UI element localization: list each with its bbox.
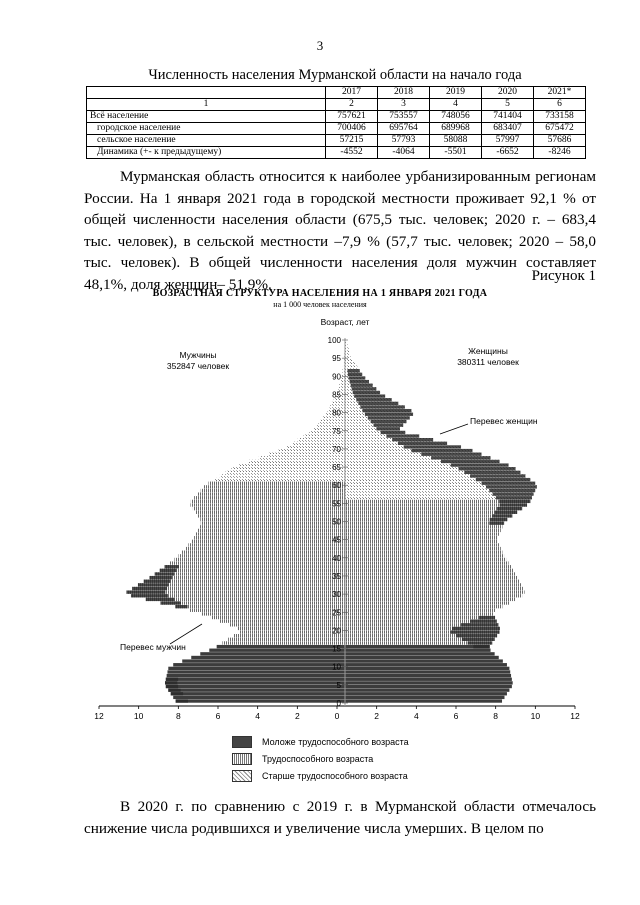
men-age-bar [165, 681, 345, 684]
row-label: сельское население [87, 135, 326, 147]
excess-men-bar [166, 685, 178, 688]
men-age-bar [190, 503, 345, 506]
women-age-bar [345, 514, 512, 517]
women-age-bar [345, 645, 490, 648]
paragraph-text: Мурманская область относится к наиболее урбанизированным регионам России. На 1 января 2021 года в городской местности проживает 92,1 % от общей численности населения области (675,5 тыс. человек; 2020 г. – 683,4 тыс. человек), в сельской местности –7,9 % (57,7 тыс. человек; 2020 – 58,0 тыс. человек). В общей численности населения доля мужчин составляет 48,1%, доля женщин– 51,9%. [84, 168, 596, 293]
x-tick-label: 10 [530, 711, 541, 721]
men-age-bar [201, 522, 345, 525]
legend-item [232, 733, 409, 750]
legend-swatch-young [232, 736, 252, 748]
women-age-bar [345, 590, 525, 593]
men-count: 352847 человек [166, 361, 230, 371]
men-age-bar [222, 641, 345, 644]
men-age-bar [194, 536, 345, 539]
row-label: Всё население [87, 111, 326, 123]
excess-men-bar [144, 580, 171, 583]
x-tick-label: 2 [294, 711, 300, 721]
age-tick-label: 100 [327, 336, 341, 345]
x-tick-label: 2 [374, 711, 380, 721]
men-age-bar [220, 474, 345, 477]
figure-label: Рисунок 1 [531, 268, 596, 284]
x-tick-label: 4 [413, 711, 419, 721]
excess-women-bar [349, 376, 366, 379]
excess-women-bar [499, 500, 530, 503]
excess-women-bar [490, 518, 508, 521]
women-age-bar [345, 605, 502, 608]
year-header: 2021* [534, 87, 586, 99]
men-age-bar [168, 667, 345, 670]
excess-women-bar [450, 630, 499, 633]
legend-label: Трудоспособного возраста [262, 753, 374, 764]
table-cell: -5501 [430, 147, 482, 159]
excess-women-bar [452, 627, 500, 630]
table-cell: 748056 [430, 111, 482, 123]
men-age-bar [170, 561, 345, 564]
men-age-bar [166, 678, 345, 681]
annotation-men-pointer [170, 624, 202, 644]
excess-women-bar [461, 623, 498, 626]
women-count: 380311 человек [457, 357, 519, 367]
excess-men-bar [175, 605, 187, 608]
men-age-bar [176, 699, 345, 702]
excess-women-bar [352, 387, 377, 390]
women-age-bar [345, 667, 509, 670]
men-label: Мужчины [179, 350, 217, 360]
excess-men-bar [155, 572, 174, 575]
excess-women-bar [358, 402, 398, 405]
table-cell: 689968 [430, 123, 482, 135]
women-age-bar [345, 365, 357, 368]
table-cell: -4064 [378, 147, 430, 159]
women-age-bar [345, 696, 504, 699]
excess-women-bar [500, 503, 527, 506]
men-age-bar [209, 649, 345, 652]
x-tick-label: 12 [570, 711, 580, 721]
women-age-bar [345, 358, 352, 361]
women-age-bar [345, 580, 520, 583]
excess-women-bar [470, 474, 525, 477]
men-age-bar [149, 576, 345, 579]
men-age-bar [173, 663, 345, 666]
women-label: Женщины [468, 346, 508, 356]
x-ticks [94, 706, 580, 721]
table-cell: 57215 [326, 135, 378, 147]
x-tick-label: 10 [133, 711, 144, 721]
women-age-bar [345, 522, 504, 525]
women-age-bar [345, 587, 523, 590]
table-cell: 3 [378, 99, 430, 111]
table-cell: 57793 [378, 135, 430, 147]
men-age-bar [249, 460, 345, 463]
women-age-bar [345, 547, 501, 550]
women-age-bar [345, 688, 509, 691]
women-age-bar [345, 670, 510, 673]
women-age-bar [345, 355, 351, 358]
men-age-bar [229, 623, 345, 626]
age-tick-label: 5 [336, 680, 341, 690]
men-age-bar [332, 402, 345, 405]
page-number: 3 [316, 38, 324, 53]
women-age-bar [345, 649, 491, 652]
men-age-bar [239, 463, 345, 466]
women-age-bar [345, 674, 511, 677]
women-age-bar [345, 347, 349, 350]
men-age-bar [197, 492, 345, 495]
excess-women-bar [354, 394, 385, 397]
women-age-bar [345, 685, 512, 688]
x-tick-label: 12 [94, 711, 104, 721]
age-tick-label: 50 [332, 517, 341, 527]
women-age-bar [345, 362, 355, 365]
excess-women-bar [489, 489, 535, 492]
excess-women-bar [368, 416, 410, 419]
men-age-bar [200, 518, 345, 521]
age-tick-label: 15 [332, 644, 341, 654]
age-tick-label: 0 [336, 699, 341, 708]
excess-women-bar [404, 445, 461, 448]
women-age-bar [345, 612, 493, 615]
men-age-bar [340, 380, 345, 383]
excess-women-bar [381, 431, 406, 434]
women-age-bar [345, 351, 350, 354]
table-title: Численность населения Мурманской области на начало года [148, 67, 522, 83]
age-tick-label: 95 [332, 354, 341, 364]
women-age-bar [345, 663, 507, 666]
table-cell: -4552 [326, 147, 378, 159]
year-header: 2017 [326, 87, 378, 99]
age-tick-label: 10 [332, 662, 341, 672]
excess-men-bar [171, 692, 183, 695]
men-age-bar [171, 692, 345, 695]
excess-women-bar [482, 482, 536, 485]
excess-women-bar [348, 373, 362, 376]
men-age-bar [208, 482, 345, 485]
annotation-men: Перевес мужчин [120, 642, 186, 652]
men-age-bar [167, 670, 345, 673]
men-age-bar [182, 659, 345, 662]
men-age-bar [234, 634, 345, 637]
men-age-bar [204, 485, 345, 488]
legend-label: Старше трудоспособного возраста [262, 770, 408, 781]
x-tick-label: 8 [493, 711, 499, 721]
women-age-bar [345, 554, 504, 557]
men-age-bar [160, 569, 345, 572]
women-age-bar [345, 561, 509, 564]
men-age-bar [167, 674, 345, 677]
table-cell: 741404 [482, 111, 534, 123]
men-age-bar [191, 500, 345, 503]
x-tick-label: 6 [453, 711, 459, 721]
men-age-bar [155, 572, 345, 575]
table-cell: 2 [326, 99, 378, 111]
men-age-bar [182, 551, 345, 554]
excess-women-bar [347, 369, 359, 372]
excess-men-bar [132, 587, 167, 590]
figure-subtitle: на 1 000 человек населения [273, 300, 367, 309]
age-tick-label: 40 [332, 553, 341, 563]
women-age-bar [345, 558, 506, 561]
men-age-bar [198, 514, 345, 517]
excess-women-bar [360, 405, 404, 408]
men-age-bar [144, 580, 345, 583]
age-tick-label: 65 [332, 463, 341, 473]
women-age-bar [345, 511, 517, 514]
table-cell: 4 [430, 99, 482, 111]
excess-women-bar [451, 463, 509, 466]
age-tick-label: 85 [332, 390, 341, 400]
women-age-bar [345, 532, 499, 535]
men-age-bar [179, 554, 345, 557]
excess-women-bar [489, 522, 504, 525]
women-age-bar [345, 681, 513, 684]
excess-women-bar [353, 391, 380, 394]
women-age-bar [345, 536, 498, 539]
excess-men-bar [166, 678, 178, 681]
women-age-bar [345, 540, 498, 543]
year-header: 2020 [482, 87, 534, 99]
table-cell: 700406 [326, 123, 378, 135]
age-tick-label: 25 [332, 608, 341, 618]
excess-women-bar [392, 438, 433, 441]
excess-men-bar [161, 601, 182, 604]
women-age-bar [345, 507, 522, 510]
table-cell: 695764 [378, 123, 430, 135]
men-age-bar [231, 467, 345, 470]
men-age-bar [226, 471, 345, 474]
excess-men-bar [126, 590, 165, 593]
men-age-bar [214, 478, 345, 481]
table-cell: 5 [482, 99, 534, 111]
excess-women-bar [441, 460, 500, 463]
excess-women-bar [411, 449, 472, 452]
women-age-bar [345, 529, 501, 532]
excess-women-bar [398, 442, 447, 445]
women-age-bar [345, 576, 518, 579]
excess-women-bar [495, 511, 518, 514]
men-age-bar [259, 456, 345, 459]
women-age-bar [345, 572, 516, 575]
men-age-bar [195, 511, 345, 514]
table-cell: 675472 [534, 123, 586, 135]
x-tick-label: 6 [215, 711, 221, 721]
excess-men-bar [168, 688, 180, 691]
men-age-bar [220, 620, 345, 623]
men-age-bar [146, 598, 345, 601]
table-cell: 57686 [534, 135, 586, 147]
table-cell: 753557 [378, 111, 430, 123]
excess-women-bar [356, 398, 391, 401]
excess-women-bar [496, 496, 532, 499]
row-label: Динамика (+- к предыдущему) [87, 147, 326, 159]
excess-women-bar [497, 507, 522, 510]
paragraph-2 [84, 796, 596, 839]
legend-item [232, 750, 409, 767]
x-tick-label: 8 [175, 711, 181, 721]
table-cell: 1 [87, 99, 326, 111]
women-age-bar [345, 616, 495, 619]
age-tick-label: 70 [332, 444, 341, 454]
age-axis-label: Возраст, лет [320, 317, 370, 327]
women-age-bar [345, 609, 496, 612]
excess-men-bar [146, 598, 175, 601]
age-tick-label: 60 [332, 481, 341, 491]
men-age-bar [194, 496, 345, 499]
excess-men-bar [176, 699, 188, 702]
women-age-bar [345, 594, 522, 597]
legend-item [232, 767, 409, 784]
legend-swatch-work [232, 753, 252, 765]
women-age-bar [345, 678, 512, 681]
men-age-bar [192, 540, 345, 543]
men-age-bar [185, 547, 345, 550]
chart-legend [232, 733, 409, 784]
table-cell: 58088 [430, 135, 482, 147]
men-age-bar [199, 525, 345, 528]
women-age-bar [345, 551, 502, 554]
excess-men-bar [131, 594, 168, 597]
women-age-bar [345, 543, 499, 546]
figure-title: ВОЗРАСТНАЯ СТРУКТУРА НАСЕЛЕНИЯ НА 1 ЯНВАРЯ 2021 ГОДА [152, 288, 488, 299]
excess-men-bar [165, 565, 179, 568]
men-age-bar [298, 438, 345, 441]
legend-label: Моложе трудоспособного возраста [262, 736, 409, 747]
excess-women-bar [459, 467, 516, 470]
excess-women-bar [376, 427, 400, 430]
row-label: городское население [87, 123, 326, 135]
women-age-bar [345, 652, 495, 655]
men-age-bar [161, 601, 346, 604]
age-tick-label: 45 [332, 535, 341, 545]
x-tick-label: 0 [334, 711, 340, 721]
year-header: 2019 [430, 87, 482, 99]
age-tick-label: 35 [332, 571, 341, 581]
excess-women-bar [362, 409, 411, 412]
excess-men-bar [165, 681, 177, 684]
excess-men-bar [160, 569, 177, 572]
men-age-bar [165, 565, 345, 568]
excess-women-bar [462, 638, 495, 641]
men-age-bar [196, 532, 345, 535]
men-age-bar [341, 376, 345, 379]
men-age-bar [197, 529, 345, 532]
men-age-bar [202, 612, 345, 615]
women-age-bar [345, 656, 499, 659]
excess-women-bar [431, 456, 490, 459]
year-header: 2018 [378, 87, 430, 99]
excess-women-bar [473, 645, 489, 648]
age-tick-label: 55 [332, 499, 341, 509]
table-cell: 757621 [326, 111, 378, 123]
age-tick-label: 90 [332, 372, 341, 382]
men-age-bar [211, 616, 345, 619]
age-tick-label: 20 [332, 626, 341, 636]
excess-women-bar [476, 478, 531, 481]
men-age-bar [193, 507, 345, 510]
men-age-bar [168, 688, 345, 691]
excess-women-bar [456, 634, 497, 637]
table-cell: 683407 [482, 123, 534, 135]
annotation-women: Перевес женщин [470, 416, 538, 426]
excess-women-bar [470, 620, 497, 623]
excess-women-bar [464, 471, 520, 474]
x-tick-label: 4 [255, 711, 261, 721]
men-age-bar [339, 384, 345, 387]
age-tick-label: 75 [332, 426, 341, 436]
men-age-bar [201, 489, 345, 492]
women-age-bar [345, 601, 509, 604]
paragraph-text: В 2020 г. по сравнению с 2019 г. в Мурманской области отмечалось снижение числа родившихся и увеличение числа умерших. В целом по [84, 798, 596, 837]
men-age-bar [200, 652, 345, 655]
excess-women-bar [479, 616, 495, 619]
age-tick-label: 30 [332, 590, 341, 600]
excess-women-bar [365, 413, 413, 416]
men-age-bar [175, 605, 345, 608]
table-cell: -6652 [482, 147, 534, 159]
women-age-bar [345, 699, 502, 702]
legend-swatch-old [232, 770, 252, 782]
men-age-bar [228, 638, 345, 641]
excess-women-bar [492, 514, 512, 517]
men-age-bar [238, 627, 345, 630]
men-age-bar [188, 543, 345, 546]
men-age-bar [166, 685, 345, 688]
men-age-bar [217, 645, 345, 648]
excess-women-bar [351, 384, 373, 387]
excess-men-bar [149, 576, 172, 579]
men-age-bar [174, 558, 345, 561]
table-cell: 6 [534, 99, 586, 111]
table-cell: -8246 [534, 147, 586, 159]
women-age-bar [345, 659, 503, 662]
excess-women-bar [421, 453, 481, 456]
men-age-bar [191, 656, 345, 659]
excess-women-bar [386, 434, 419, 437]
women-age-bar [345, 525, 502, 528]
men-age-bar [319, 420, 345, 423]
excess-women-bar [493, 492, 534, 495]
table-cell: 733158 [534, 111, 586, 123]
men-age-bar [240, 630, 345, 633]
excess-men-bar [138, 583, 169, 586]
women-age-bar [345, 565, 511, 568]
excess-women-bar [371, 420, 407, 423]
men-age-bar [190, 609, 345, 612]
excess-women-bar [468, 641, 493, 644]
women-age-bar [345, 692, 507, 695]
excess-women-bar [350, 380, 369, 383]
men-age-bar [138, 583, 345, 586]
excess-women-bar [486, 485, 537, 488]
age-tick-label: 80 [332, 408, 341, 418]
women-age-bar [345, 598, 516, 601]
annotation-women-pointer [440, 424, 468, 434]
women-age-bar [345, 569, 514, 572]
excess-women-bar [373, 423, 403, 426]
table-cell: 57997 [482, 135, 534, 147]
men-age-bar [173, 696, 345, 699]
women-age-bar [345, 518, 507, 521]
women-age-bar [345, 583, 521, 586]
